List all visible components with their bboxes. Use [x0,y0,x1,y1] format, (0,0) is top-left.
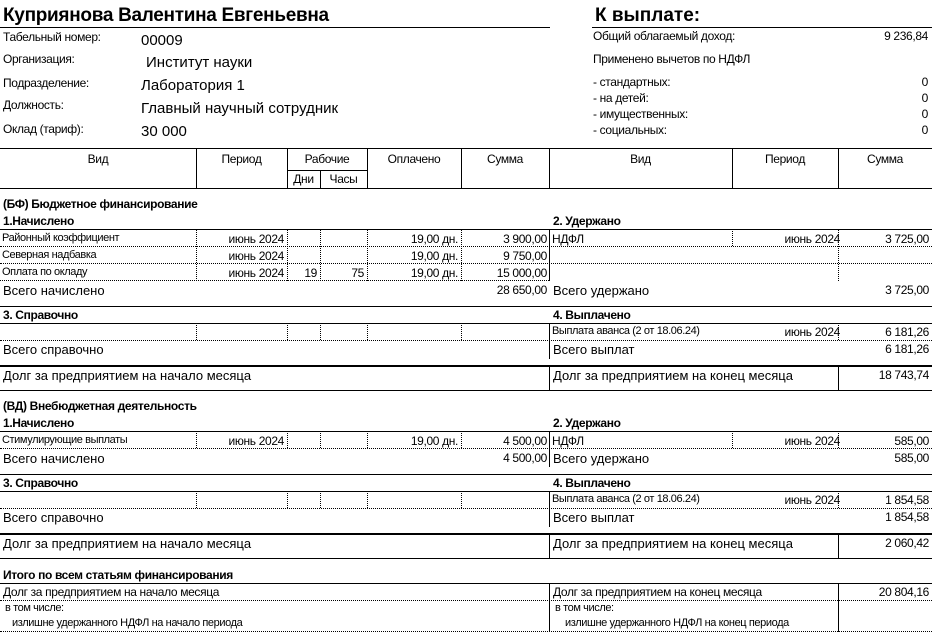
vd-total-reference-label: Всего справочно [3,510,104,525]
total-including-right: в том числе: [555,602,614,614]
row-sum: 1 854,58 [885,493,929,507]
row-period: июнь 2024 [784,493,840,507]
deduction-property-value: 0 [921,107,928,121]
row-sum: 4 500,00 [503,434,547,448]
row-period: июнь 2024 [228,266,284,280]
deduction-standard-label: - стандартных: [593,75,671,89]
field-value-salary: 30 000 [141,123,187,140]
field-value-department: Лаборатория 1 [141,77,245,94]
deduction-property-label: - имущественных: [593,107,688,121]
vd-debt-end-value: 2 060,42 [885,536,929,550]
row-name: Выплата аванса (2 от 18.06.24) [552,325,700,337]
bf-debt-end-value: 18 743,74 [878,368,929,382]
bf-reference-title: 3. Справочно [3,308,78,322]
header-hours: Часы [329,172,358,186]
vd-paid-title: 4. Выплачено [553,476,631,490]
row-name: Северная надбавка [2,249,97,261]
deduction-social-label: - социальных: [593,123,667,137]
payout-title: К выплате: [595,5,701,26]
field-value-organization: Институт науки [146,54,253,71]
bf-total-withheld-value: 3 725,00 [885,283,929,297]
deduction-standard-value: 0 [921,75,928,89]
total-debt-end-label: Долг за предприятием на конец месяца [553,585,762,599]
row-sum: 3 725,00 [885,232,929,246]
vd-total-withheld-value: 585,00 [894,451,929,465]
row-period: июнь 2024 [228,434,284,448]
row-name: Районный коэффициент [2,232,120,244]
bf-total-paid-value: 6 181,26 [885,342,929,356]
bf-withheld-title: 2. Удержано [553,214,621,228]
deduction-children-label: - на детей: [593,91,649,105]
total-debt-end-value: 20 804,16 [878,585,929,599]
bf-paid-title: 4. Выплачено [553,308,631,322]
field-value-position: Главный научный сотрудник [141,100,339,117]
field-label-salary: Оклад (тариф): [3,122,84,136]
row-name: НДФЛ [552,434,584,448]
total-debt-start-label: Долг за предприятием на начало месяца [3,585,220,599]
taxable-income-value: 9 236,84 [884,29,928,43]
row-sum: 15 000,00 [496,266,547,280]
bf-total-accrued-label: Всего начислено [3,283,105,298]
header-sum: Сумма [487,152,523,166]
field-label-organization: Организация: [3,52,75,66]
total-ndfl-start: излишне удержанного НДФЛ на начало периода [12,617,243,629]
row-period: июнь 2024 [228,232,284,246]
header-period: Период [221,152,262,166]
bf-total-withheld-label: Всего удержано [553,283,650,298]
row-name: Выплата аванса (2 от 18.06.24) [552,493,700,505]
deduction-social-value: 0 [921,123,928,137]
vd-debt-end-label: Долг за предприятием на конец месяца [553,536,793,551]
row-paid: 19,00 дн. [410,434,458,448]
bf-debt-end-label: Долг за предприятием на конец месяца [553,368,793,383]
row-hours: 75 [351,266,364,280]
divider [0,27,550,28]
deduction-children-value: 0 [921,91,928,105]
row-sum: 3 900,00 [503,232,547,246]
vd-total-paid-value: 1 854,58 [885,510,929,524]
bf-debt-start-label: Долг за предприятием на начало месяца [3,368,252,383]
vd-title: (ВД) Внебюджетная деятельность [3,399,197,413]
vd-reference-title: 3. Справочно [3,476,78,490]
total-title: Итого по всем статьям финансирования [3,568,233,582]
bf-accrued-title: 1.Начислено [3,214,74,228]
employee-name: Куприянова Валентина Евгеньевна [3,5,329,26]
bf-total-reference-label: Всего справочно [3,342,104,357]
header-working: Рабочие [304,152,350,166]
header-sum-right: Сумма [867,152,903,166]
header-paid: Оплачено [387,152,441,166]
table-header-bottom [0,188,932,189]
row-name: Стимулирующие выплаты [2,434,128,446]
vd-total-paid-label: Всего выплат [553,510,635,525]
row-paid: 19,00 дн. [410,232,458,246]
total-ndfl-end: излишне удержанного НДФЛ на конец периода [565,617,789,629]
field-value-tab-number: 00009 [141,32,183,49]
row-period: июнь 2024 [228,249,284,263]
deductions-title: Применено вычетов по НДФЛ [593,52,751,66]
row-name: Оплата по окладу [2,266,88,278]
bf-title: (БФ) Бюджетное финансирование [3,197,198,211]
divider [592,27,932,28]
header-subline [287,170,367,171]
row-period: июнь 2024 [784,325,840,339]
taxable-income-label: Общий облагаемый доход: [593,29,735,43]
row-period: июнь 2024 [784,434,840,448]
total-including-left: в том числе: [5,602,64,614]
row-sum: 6 181,26 [885,325,929,339]
header-type-right: Вид [630,152,651,166]
row-paid: 19,00 дн. [410,266,458,280]
field-label-department: Подразделение: [3,76,89,90]
row-period: июнь 2024 [784,232,840,246]
header-days: Дни [293,172,314,186]
vd-total-withheld-label: Всего удержано [553,451,650,466]
bf-total-paid-label: Всего выплат [553,342,635,357]
header-type: Вид [87,152,109,166]
vd-accrued-title: 1.Начислено [3,416,74,430]
vd-debt-start-label: Долг за предприятием на начало месяца [3,536,252,551]
vd-withheld-title: 2. Удержано [553,416,621,430]
row-sum: 585,00 [894,434,929,448]
field-label-tab-number: Табельный номер: [3,30,101,44]
row-sum: 9 750,00 [503,249,547,263]
row-paid: 19,00 дн. [410,249,458,263]
row-name: НДФЛ [552,232,584,246]
field-label-position: Должность: [3,98,64,112]
row-days: 19 [304,266,317,280]
bf-total-accrued-value: 28 650,00 [496,283,547,297]
vd-total-accrued-value: 4 500,00 [503,451,547,465]
header-period-right: Период [765,152,805,166]
table-header-top [0,148,932,149]
vd-total-accrued-label: Всего начислено [3,451,105,466]
